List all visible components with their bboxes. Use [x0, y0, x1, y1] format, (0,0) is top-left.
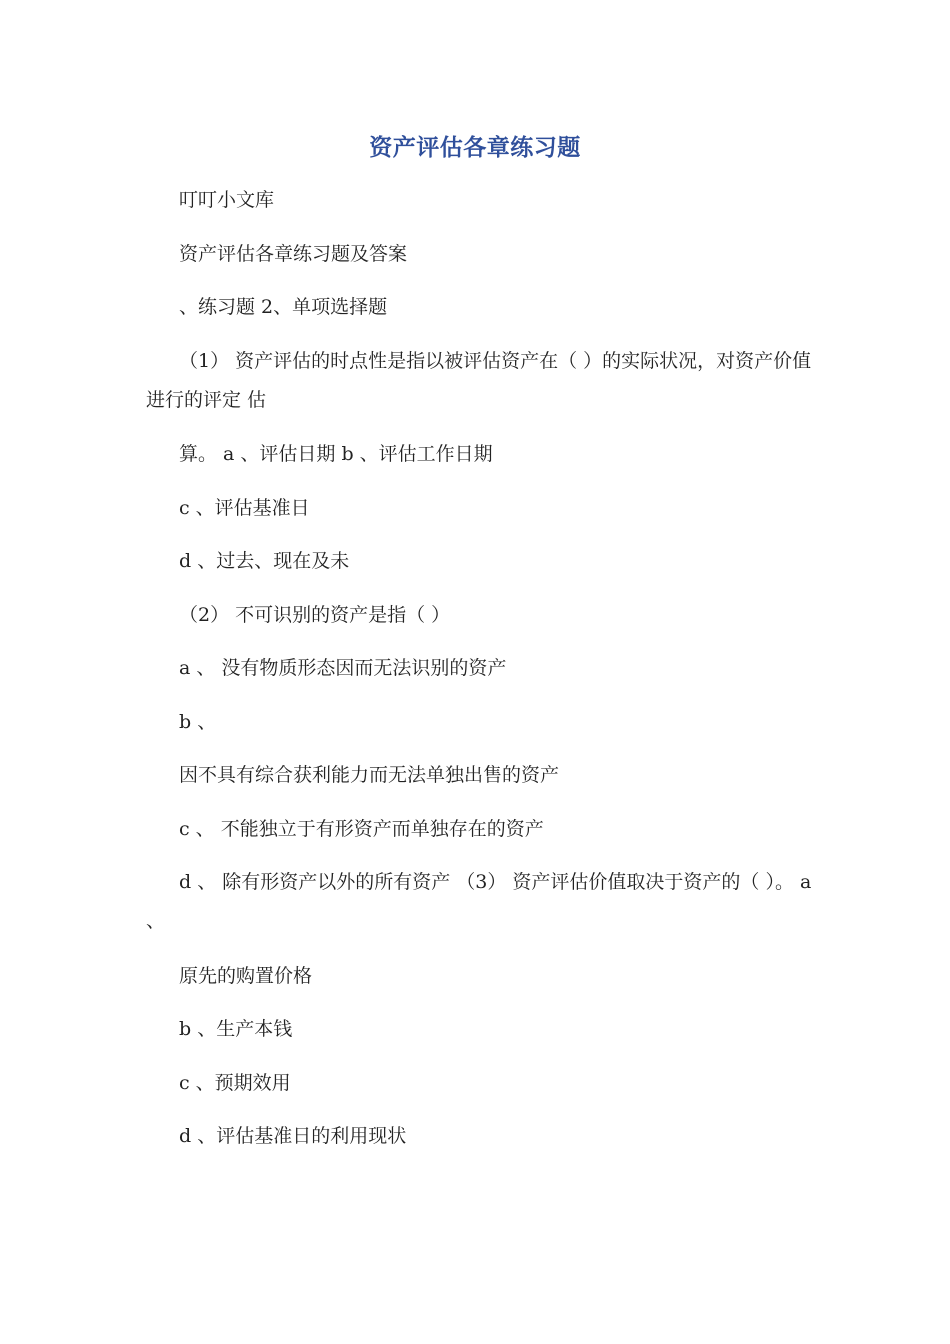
- question-2-option-a: a 、 没有物质形态因而无法识别的资产: [179, 657, 507, 679]
- question-1-options-ab: 算。 a 、评估日期 b 、评估工作日期: [179, 443, 493, 465]
- question-2-option-c: c 、 不能独立于有形资产而单独存在的资产: [179, 818, 544, 840]
- paragraph-section: 、练习题 2、单项选择题: [179, 296, 388, 318]
- question-1-option-d: d 、过去、现在及未: [179, 550, 350, 572]
- question-3-option-d: d 、评估基准日的利用现状: [179, 1125, 407, 1147]
- question-1: （1） 资产评估的时点性是指以被评估资产在（ ）的实际状况，对资产价值进行的评定 估: [146, 350, 812, 411]
- question-2-option-b-label: b 、: [179, 711, 217, 733]
- paragraph-source: 叮叮小文库: [179, 189, 275, 211]
- paragraph-subtitle: 资产评估各章练习题及答案: [179, 243, 408, 265]
- question-3-option-a-text: 原先的购置价格: [179, 965, 313, 987]
- question-1-option-c: c 、评估基准日: [179, 497, 310, 519]
- question-2: （2） 不可识别的资产是指（ ）: [179, 604, 451, 626]
- question-3-option-b: b 、生产本钱: [179, 1018, 293, 1040]
- question-2-option-b-text: 因不具有综合获利能力而无法单独出售的资产: [179, 764, 560, 786]
- document-title: 资产评估各章练习题: [369, 135, 581, 161]
- question-2-option-d-and-question-3: d 、 除有形资产以外的所有资产 （3） 资产评估价值取决于资产的（ ）。 a 、: [146, 871, 818, 932]
- question-3-option-c: c 、预期效用: [179, 1072, 291, 1094]
